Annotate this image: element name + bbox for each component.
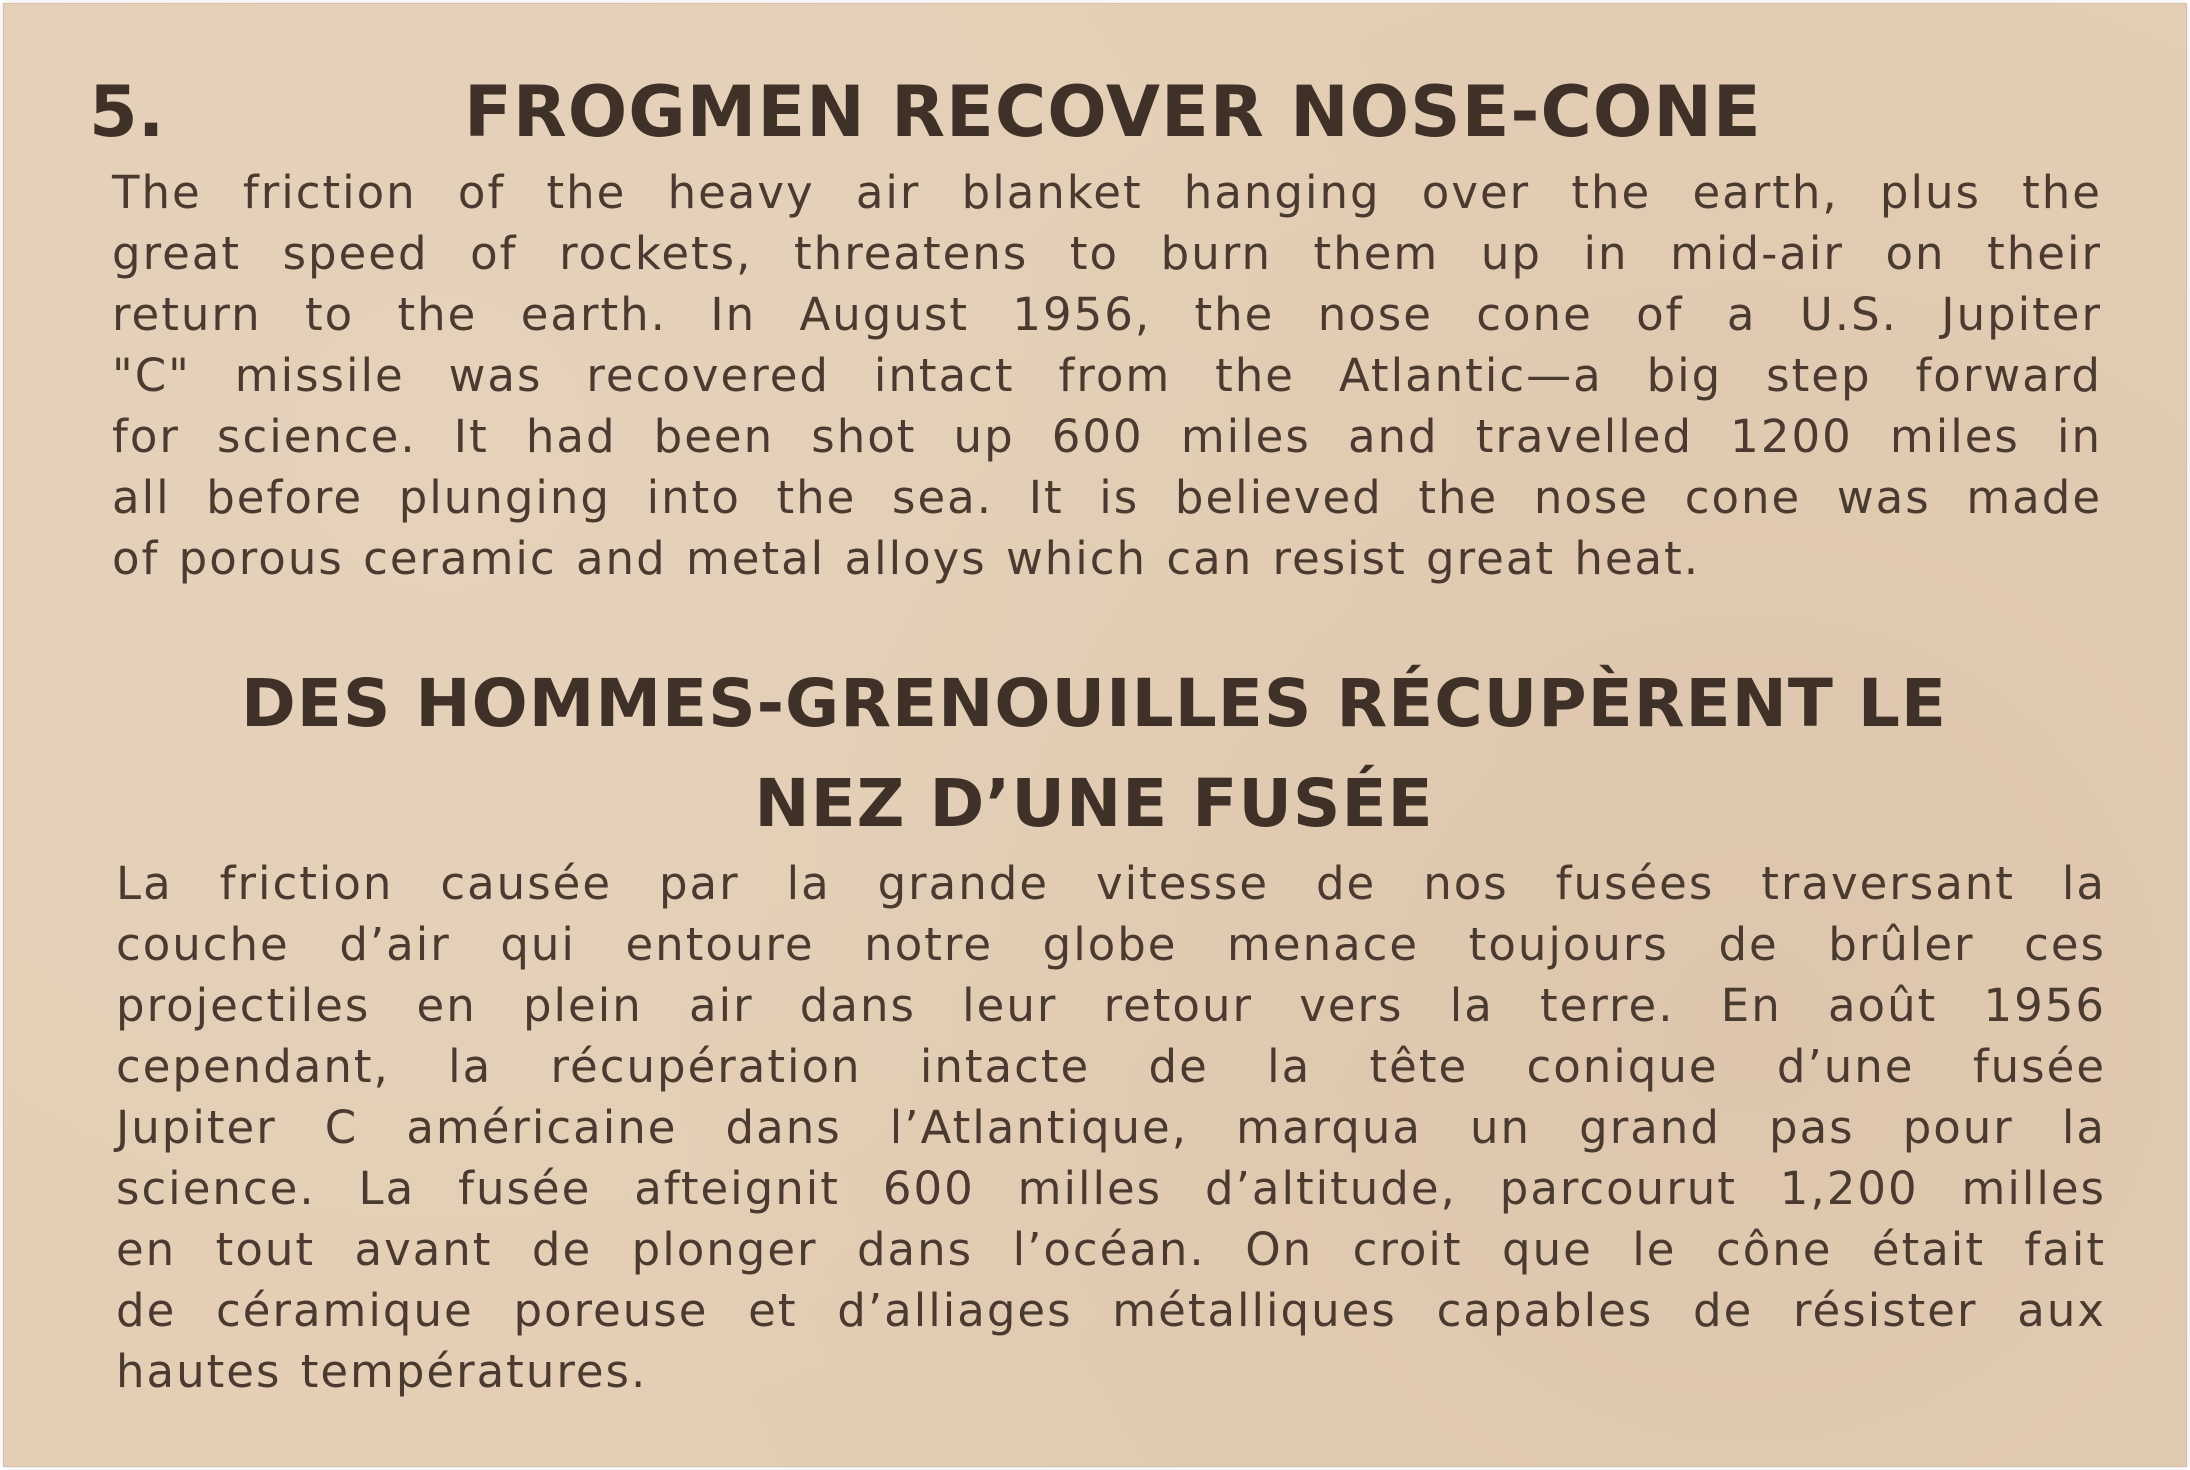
english-line: all before plunging into the sea. It is believed the nose cone was made	[112, 471, 2102, 524]
english-line: The friction of the heavy air blanket hanging over the earth, plus the	[112, 166, 2102, 219]
english-line: of porous ceramic and metal alloys which can resist great heat.	[112, 532, 1701, 585]
english-heading	[89, 66, 2099, 158]
english-line: for science. It had been shot up 600 miles and travelled 1200 miles in	[112, 410, 2102, 463]
french-line: La friction causée par la grande vitesse de nos fusées traversant la	[116, 857, 2106, 910]
french-title-line: DES HOMMES-GRENOUILLES RÉCUPÈRENT LE	[240, 665, 1948, 742]
french-paragraph	[116, 853, 2106, 1402]
french-title	[104, 654, 2084, 854]
french-line: en tout avant de plonger dans l’océan. On croit que le cône était fait	[116, 1223, 2106, 1276]
french-line: science. La fusée afteignit 600 milles d’altitude, parcourut 1,200 milles	[116, 1162, 2106, 1215]
french-line: Jupiter C américaine dans l’Atlantique, marqua un grand pas pour la	[116, 1101, 2106, 1154]
english-line: "C" missile was recovered intact from the Atlantic—a big step forward	[112, 349, 2102, 402]
french-line: hautes températures.	[116, 1345, 648, 1398]
card-number: 5.	[89, 71, 165, 153]
english-line: return to the earth. In August 1956, the nose cone of a U.S. Jupiter	[112, 288, 2102, 341]
english-line: great speed of rockets, threatens to burn them up in mid-air on their	[112, 227, 2102, 280]
english-paragraph	[112, 162, 2102, 589]
trading-card-back	[4, 4, 2186, 1466]
french-line: de céramique poreuse et d’alliages métalliques capables de résister aux	[116, 1284, 2106, 1337]
english-title: FROGMEN RECOVER NOSE-CONE	[464, 71, 1762, 153]
french-line: cependant, la récupération intacte de la tête conique d’une fusée	[116, 1040, 2106, 1093]
french-line: couche d’air qui entoure notre globe menace toujours de brûler ces	[116, 918, 2106, 971]
french-title-line: NEZ D’UNE FUSÉE	[754, 765, 1434, 842]
french-line: projectiles en plein air dans leur retour vers la terre. En août 1956	[116, 979, 2106, 1032]
